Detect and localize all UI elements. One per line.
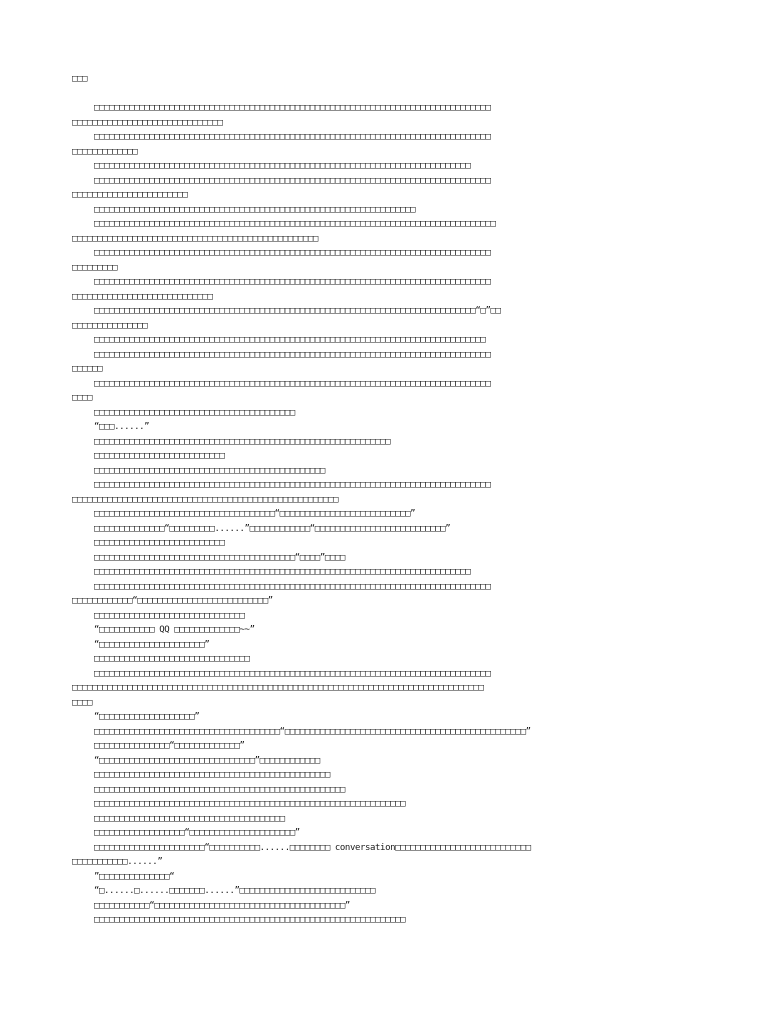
paragraph xyxy=(72,217,702,246)
paragraph xyxy=(72,609,702,624)
paragraph-line: □□□□□□□□□□□□“□□□□□□□□□□□□□□□□□□□□□□□□□□” xyxy=(72,596,273,606)
paragraph xyxy=(72,899,702,914)
paragraph xyxy=(72,435,702,450)
paragraph xyxy=(72,304,702,333)
paragraph-line: □□□□□□□□□□□□□□□□□□□□□□□□□□□□□□□□□□□□□□□□□□□□□□□□□□□□□□□□□□□□□□□□□□□□□□□□□□□□□□□ xyxy=(94,248,491,258)
paragraph xyxy=(72,797,702,812)
paragraph-line: □□□□□□□□□□□□□□□ xyxy=(72,320,148,331)
paragraph xyxy=(72,275,702,304)
paragraph-line: □□□□ xyxy=(72,697,93,708)
paragraph-line: □□□□□□□□□□□□□□□□□□□□□□□□□□□□□□□□□□□□□□□□□□□□□□□□□□□□□□□□□□□□□□□□□□□□□□□□□□□□□□□ xyxy=(94,480,491,490)
paragraph-line: □□□□□□□□□□□□□□□□□□“□□□□□□□□□□□□□□□□□□□□□” xyxy=(94,828,300,838)
paragraph xyxy=(72,449,702,464)
paragraph-line: □□□□□□□□□□□□□ xyxy=(72,146,138,157)
paragraph xyxy=(72,478,702,507)
paragraph-line: □□□□□□□□□□□□□□□□□□□□□□□□□□□□□□□□□□□□□□□□□□□□□□□□□□□□□□□□□□□□□□□□□□□□□□□□□□□□□□□□□□ xyxy=(72,683,484,693)
paragraph xyxy=(72,203,702,218)
paragraph-line: □□□□□□□□□□□“□□□□□□□□□□□□□□□□□□□□□□□□□□□□□□□□□□□□□□” xyxy=(94,900,350,911)
paragraph xyxy=(72,130,702,159)
paragraph-line: □□□□□□□□□□□□□□“□□□□□□□□□......”□□□□□□□□□□□□“□□□□□□□□□□□□□□□□□□□□□□□□□□” xyxy=(94,523,451,534)
paragraph xyxy=(72,725,702,740)
paragraph-line: □□□□□□□□□□□□□□□□□□□□□□□□□□□□□□□□□□□□□□□□□□□□□□□□□□□□□□□□□□□□□□□□□□□□□□□□□□□□□□□ xyxy=(94,103,491,113)
paragraph xyxy=(72,768,702,783)
paragraph-line: □□□□□□□□□□□□□□□□□□□□□□□□□□□□□□□□□□□□□□□□□□□□□□□□□□□□□□□□□□□□□□□□□□□□□□□□□□□□□□□ xyxy=(94,668,491,679)
paragraph xyxy=(72,580,702,609)
paragraph xyxy=(72,348,702,377)
paragraph-line: □□□□□□□□□□□□□□□□□□□□□□□□□□ xyxy=(94,538,225,548)
paragraph-line: “□□□□□□□□□□□ QQ □□□□□□□□□□□□□~~” xyxy=(94,625,255,635)
paragraph-line: □□□□□□□□□□□□□□□□□□□□□□□□□□□□□□□□□□□□□□□□□□□□□□□□□ xyxy=(72,233,318,244)
paragraph xyxy=(72,870,702,885)
paragraph xyxy=(72,739,702,754)
paragraph-line: □□□□□□□□□□□□□□□□□□□□□□□□□□□□□□□ xyxy=(94,654,250,664)
paragraph-line: □□□□□□□□□□□□□□□□□□□□□□□□□□□□□□□□□□□□□□□□□□□□□□□□□□□□□□□□□□□ xyxy=(94,436,391,447)
paragraph xyxy=(72,464,702,479)
paragraph-line: □□□□□□□□□□□□□□□□□□□□□□□□□□□□□□□□□□□□□□□□□□□□□□□ xyxy=(94,770,330,780)
document-body xyxy=(72,72,702,928)
paragraph-line: □□□□□□□□□□□□□□□□□□□□□□□□□□□□□□□□□□□□□□□□□□□□□□□□□□□□□□□□□□□□□□□□□□□□□□□□□□□□□□□□ xyxy=(94,219,496,229)
paragraph-line: □□□□□□□□□ xyxy=(72,262,118,273)
paragraph-line: □□□□□□ xyxy=(72,364,103,374)
paragraph-line: ”□□□□□□□□□□□□□□“ xyxy=(94,871,175,882)
paragraph-line: □□□□□□□□□□□□□□□“□□□□□□□□□□□□□” xyxy=(94,741,245,751)
paragraph-list xyxy=(72,101,702,928)
paragraph-line: □□□□□□□□□□□□□□□□□□□□□□□□□□□□□□□□□□□□□□□□□□□□□□□□□□ xyxy=(94,784,345,795)
paragraph-line: □□□□□□□□□□□□□□□□□□□□□□□□□□□□□□□□□□□□□□ xyxy=(94,813,285,824)
paragraph xyxy=(72,159,702,174)
paragraph-line: “□□□□□□□□□□□□□□□□□□□” xyxy=(94,712,200,722)
paragraph xyxy=(72,333,702,348)
paragraph xyxy=(72,884,702,899)
paragraph xyxy=(72,913,702,928)
paragraph-line: □□□□□□□□□□□□□□□□□□□□□□□ xyxy=(72,190,188,200)
paragraph-line: □□□□□□□□□□□□□□□□□□□□□□□□□□□□□□□□□□□□□□□□□□□□□□□□□□□□□□□□□□□□□□□□□□□□□□□□□□□ xyxy=(94,161,471,171)
paragraph xyxy=(72,246,702,275)
paragraph xyxy=(72,783,702,798)
paragraph-line: □□□□□□□□□□□□□□□□□□□□□□□□□□□□□□□□□□□□□□□□□□□□□□□□□□□□□□□□□□□□□□□□□□□□□□□□□□□□□□ xyxy=(94,335,486,345)
paragraph-line: □□□□□□□□□□□□□□□□□□□□□□□□□□□□□□□□□□□□□□□□□□□□□□□□□□□□□□□□□□□□□□□□□□□□□□□□□□□□□□□ xyxy=(94,378,491,389)
paragraph xyxy=(72,507,702,522)
paragraph xyxy=(72,710,702,725)
paragraph-line: □□□□ xyxy=(72,393,93,403)
paragraph-line: □□□□□□□□□□□□□□□□□□□□□□□□□□□□□□□□□□□□□□□□□□□□□□□□□□□□□□□□□□□□□□□□□□□□□□□□□□□ xyxy=(94,567,471,577)
paragraph xyxy=(72,522,702,537)
paragraph-line: □□□□□□□□□□□□□□□□□□□□□□□□□□□□□□□□□□□□□□□□□□□□□□□□□□□□□□□□□□□□□□□□□□□□□□□□□□□□□□□ xyxy=(94,581,491,592)
paragraph-line: □□□□□□□□□□□□□□□□□□□□□□□□□□□□□□□□□□□□□□□□□□□□□□□□□□□□□□□□□□□□□□□□□□□□□□□□□□□□□□□ xyxy=(94,175,491,186)
paragraph xyxy=(72,420,702,435)
paragraph xyxy=(72,841,702,870)
paragraph xyxy=(72,754,702,769)
paragraph xyxy=(72,551,702,566)
paragraph-line: □□□□□□□□□□□□□□□□□□□□□□□□□□ xyxy=(94,451,225,461)
paragraph-line: □□□□□□□□□□□□□□□□□□□□□□□□□□□□□□□□□□□□□□□□□□□□□□□□□□□□□□□□□□□□□□□□□□□□□□□□□□□□□□□ xyxy=(94,349,491,360)
document-title: □□□ xyxy=(72,74,88,84)
paragraph-line: □□□□□□□□□□□□□□□□□□□□□□□□□□□□□□□□□□□□□□□□□□□□□□□□□□□□□ xyxy=(72,494,338,505)
paragraph xyxy=(72,536,702,551)
paragraph-line: □□□□□□□□□□□......” xyxy=(72,857,163,867)
paragraph xyxy=(72,623,702,638)
paragraph-line: □□□□□□□□□□□□□□□□□□□□□□“□□□□□□□□□□......□□□□□□□□ conversation□□□□□□□□□□□□□□□□□□□□□□□□□□□ xyxy=(94,842,531,853)
paragraph-line: □□□□□□□□□□□□□□□□□□□□□□□□□□□□□□□□□□□□□□□□□□□□□□□□□□□□□□□□□□□□□□□□□□□□□□□□□□□□□□□ xyxy=(94,277,491,287)
paragraph-line: “□......□......□□□□□□□......”□□□□□□□□□□□□□□□□□□□□□□□□□□□ xyxy=(94,886,376,896)
paragraph-line: □□□□□□□□□□□□□□□□□□□□□□□□□□□□□□□□□□□□□“□□□□□□□□□□□□□□□□□□□□□□□□□□□□□□□□□□□□□□□□□□□□□□□□” xyxy=(94,726,531,737)
paragraph-line: □□□□□□□□□□□□□□□□□□□□□□□□□□□□□□□□□□□□□□□□“□□□□”□□□□ xyxy=(94,552,345,563)
paragraph xyxy=(72,667,702,711)
paragraph-line: □□□□□□□□□□□□□□□□□□□□□□□□□□□□□□□□□□□□□□□□□□□□□□□□□□□□□□□□□□□□□□ xyxy=(94,799,406,809)
paragraph-line: □□□□□□□□□□□□□□□□□□□□□□□□□□□□□□□□□□□□□□□□□□□□□□□□□□□□□□□□□□□□□□□□ xyxy=(94,204,416,215)
paragraph xyxy=(72,377,702,406)
paragraph xyxy=(72,101,702,130)
paragraph-line: □□□□□□□□□□□□□□□□□□□□□□□□□□□□□□□□□□□□□□□□ xyxy=(94,407,295,418)
paragraph xyxy=(72,174,702,203)
paragraph-line: □□□□□□□□□□□□□□□□□□□□□□□□□□□□□□□□□□□□□□□□□□□□□□□□□□□□□□□□□□□□□□□□□□□□□□□□□□□□□□□ xyxy=(94,132,491,142)
paragraph xyxy=(72,565,702,580)
paragraph-line: “□□□......” xyxy=(94,422,150,432)
paragraph-line: □□□□□□□□□□□□□□□□□□□□□□□□□□□□□□□□□□□□□□□□□□□□□□ xyxy=(94,465,325,476)
paragraph-line: □□□□□□□□□□□□□□□□□□□□□□□□□□□□ xyxy=(72,291,213,302)
paragraph-line: □□□□□□□□□□□□□□□□□□□□□□□□□□□□□□ xyxy=(94,610,245,621)
paragraph-line: “□□□□□□□□□□□□□□□□□□□□□□□□□□□□□□□”□□□□□□□□□□□□ xyxy=(94,755,320,766)
paragraph-line: □□□□□□□□□□□□□□□□□□□□□□□□□□□□□□□□□□□□□□□□□□□□□□□□□□□□□□□□□□□□□□ xyxy=(94,915,406,925)
paragraph xyxy=(72,826,702,841)
paragraph xyxy=(72,652,702,667)
paragraph-line: □□□□□□□□□□□□□□□□□□□□□□□□□□□□□□□□□□□□□□□□□□□□□□□□□□□□□□□□□□□□□□□□□□□□□□□□□□□□“□”□□ xyxy=(94,306,501,316)
paragraph-line: □□□□□□□□□□□□□□□□□□□□□□□□□□□□□□ xyxy=(72,117,223,128)
paragraph xyxy=(72,406,702,421)
paragraph xyxy=(72,638,702,653)
paragraph-line: □□□□□□□□□□□□□□□□□□□□□□□□□□□□□□□□□□□□“□□□□□□□□□□□□□□□□□□□□□□□□□□” xyxy=(94,509,416,519)
paragraph xyxy=(72,812,702,827)
paragraph-line: “□□□□□□□□□□□□□□□□□□□□□” xyxy=(94,639,210,650)
